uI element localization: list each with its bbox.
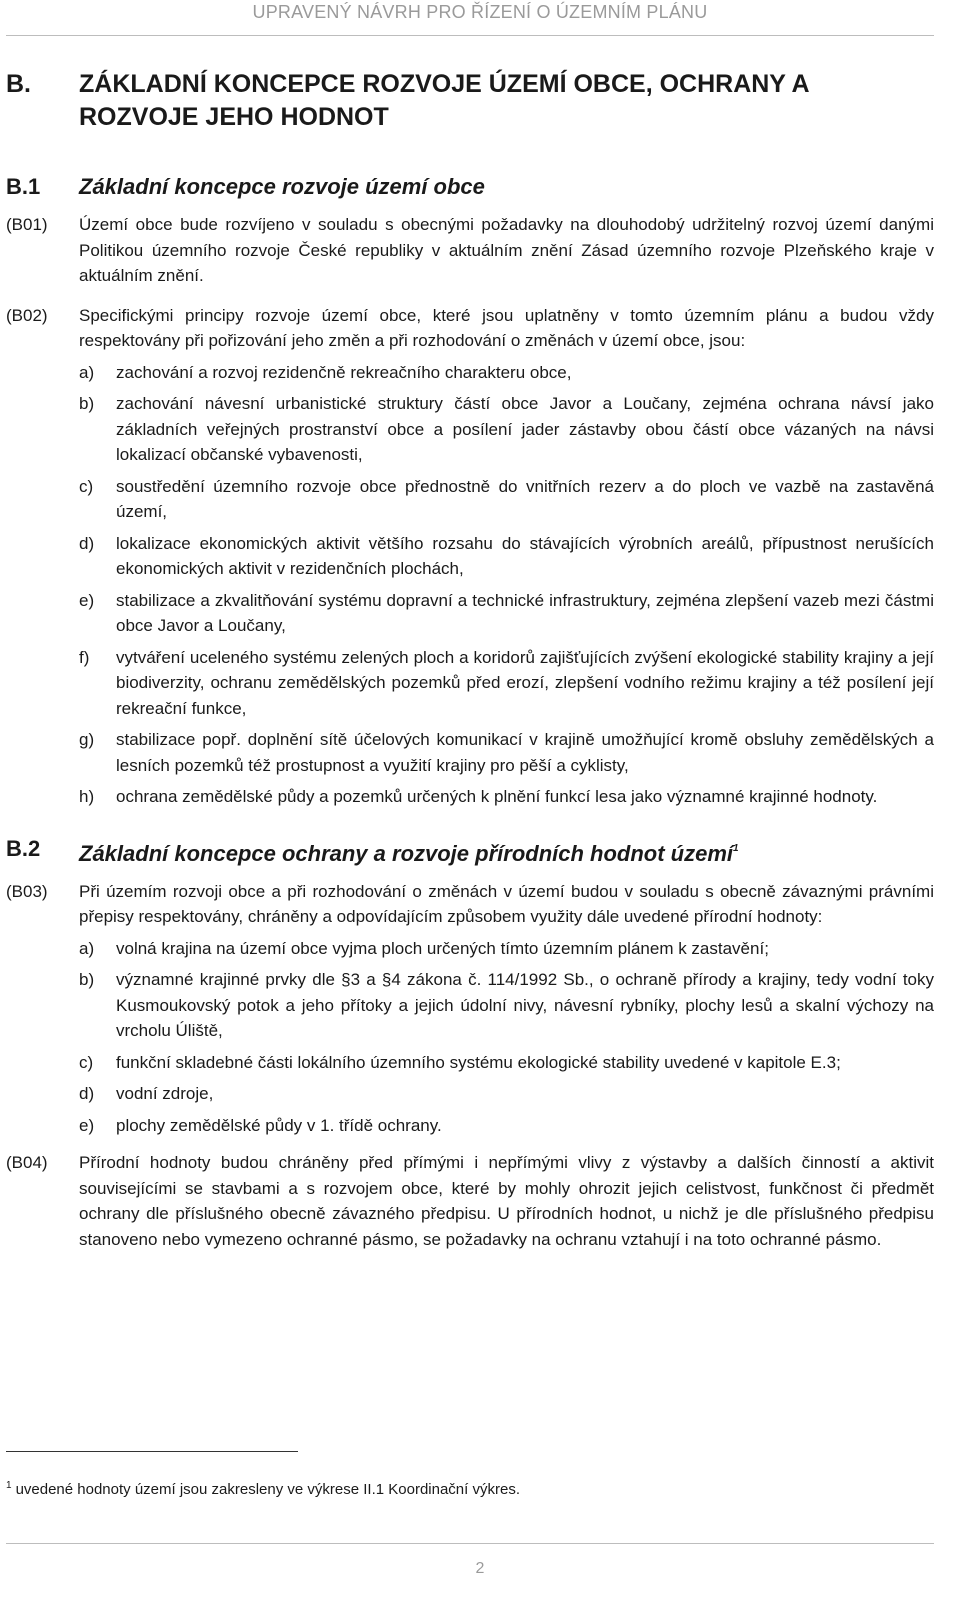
subsection-title-text: Základní koncepce ochrany a rozvoje přírodních hodnot území [79, 840, 734, 866]
paragraph-text: Území obce bude rozvíjeno v souladu s obecnými požadavky na dlouhodobý udržitelný rozvoj území danými Politikou územního rozvoje České republiky v aktuálním znění Zásad územního rozvoje Plzeňského kraje v aktuálním znění. [79, 215, 934, 285]
section-title: ZÁKLADNÍ KONCEPCE ROZVOJE ÚZEMÍ OBCE, OCHRANY A ROZVOJE JEHO HODNOT [79, 70, 809, 131]
list-text: zachování návesní urbanistické struktury částí obce Javor a Loučany, zejména ochrana návsí jako základních veřejných prostranství obce a posílení jader zástavby obou částí obce vázaných na návsi lokalizací občanské vybavenosti, [116, 394, 934, 464]
list-marker: d) [79, 533, 95, 553]
subsection-heading-b2 [6, 834, 934, 869]
list-text: ochrana zemědělské půdy a pozemků určených k plnění funkcí lesa jako významné krajinné hodnoty. [116, 787, 878, 806]
footnote [6, 1476, 520, 1500]
list-text: významné krajinné prvky dle §3 a §4 zákona č. 114/1992 Sb., o ochraně přírody a krajiny, tedy vodní toky Kusmoukovský potok a jeho přítoky a jejich údolní nivy, návesní rybníky, plochy lesů a skalní výchozy na vrcholu Úliště, [116, 970, 934, 1040]
list-item [79, 360, 934, 386]
footnote-divider [6, 1451, 298, 1452]
list-marker: d) [79, 1084, 95, 1103]
list-marker: h) [79, 787, 95, 806]
list-item [79, 588, 934, 639]
list-item [79, 474, 934, 525]
list-item [79, 1050, 934, 1076]
list-text: soustředění územního rozvoje obce přednostně do vnitřních rezerv a do ploch ve vazbě na zastavěná území, [116, 476, 934, 521]
principles-list [79, 360, 934, 810]
list-text: lokalizace ekonomických aktivit většího rozsahu do stávajících výrobních areálů, přípustnost nerušících ekonomických aktivit v rezidenčních plochách, [116, 533, 934, 578]
natural-values-list [79, 936, 934, 1139]
subsection-number: B.2 [6, 835, 41, 861]
list-item [79, 645, 934, 722]
list-item [79, 784, 934, 810]
list-text: funkční skladebné části lokálního územního systému ekologické stability uvedené v kapitole E.3; [116, 1052, 841, 1072]
section-heading [6, 68, 934, 134]
paragraph-b01 [6, 212, 934, 289]
paragraph-content [79, 879, 934, 1139]
list-marker: e) [79, 590, 95, 610]
paragraph-text: Při územím rozvoji obce a při rozhodování o změnách v území budou v souladu s obecně závaznými právními přepisy respektovány, chráněny a odpovídajícím způsobem využity dále uvedené přírodní hodnoty: [79, 881, 934, 926]
list-item [79, 727, 934, 778]
list-text: stabilizace popř. doplnění sítě účelových komunikací v krajině umožňující kromě obsluhy zemědělských a lesních pozemků též prostupnost a využití krajiny pro pěší a cyklisty, [116, 730, 934, 775]
paragraph-content [79, 303, 934, 810]
section-number: B. [6, 70, 31, 98]
list-marker: g) [79, 730, 95, 749]
subsection-number: B.1 [6, 174, 41, 199]
subsection-title [79, 834, 934, 869]
list-marker: a) [79, 938, 95, 958]
paragraph-b02 [6, 303, 934, 810]
list-marker: f) [79, 647, 90, 667]
list-marker: b) [79, 970, 95, 989]
footnote-reference[interactable]: 1 [733, 842, 739, 854]
list-item [79, 391, 934, 468]
list-item [79, 1113, 934, 1139]
list-item [79, 936, 934, 962]
footnote-text: uvedené hodnoty území jsou zakresleny ve výkrese II.1 Koordinační výkres. [15, 1481, 520, 1498]
page-number: 2 [475, 1560, 485, 1577]
footer-divider [6, 1543, 934, 1544]
list-item [79, 531, 934, 582]
list-marker: e) [79, 1115, 95, 1135]
list-text: volná krajina na území obce vyjma ploch určených tímto územním plánem k zastavění; [116, 938, 769, 958]
paragraph-code: (B03) [6, 881, 48, 901]
header-divider [6, 35, 934, 36]
list-marker: a) [79, 362, 95, 382]
list-marker: c) [79, 476, 94, 496]
paragraph-b04 [6, 1150, 934, 1252]
list-text: plochy zemědělské půdy v 1. třídě ochrany. [116, 1115, 442, 1135]
list-text: stabilizace a zkvalitňování systému dopravní a technické infrastruktury, zejména zlepšení vazeb mezi částmi obce Javor a Loučany, [116, 590, 934, 635]
paragraph-text: Specifickými principy rozvoje území obce, které jsou uplatněny v tomto územním plánu a budou vždy respektovány při pořizování jeho změn a při rozhodování o změnách v území obce, jsou: [79, 305, 934, 350]
list-text: zachování a rozvoj rezidenčně rekreačního charakteru obce, [116, 362, 572, 382]
running-header: UPRAVENÝ NÁVRH PRO ŘÍZENÍ O ÚZEMNÍM PLÁNU [252, 2, 708, 22]
list-marker: b) [79, 394, 95, 413]
subsection-title: Základní koncepce rozvoje území obce [79, 174, 485, 199]
document-body [6, 68, 934, 1252]
list-item [79, 967, 934, 1044]
subsection-heading-b1 [6, 172, 934, 202]
list-text: vytváření uceleného systému zelených ploch a koridorů zajišťujících zvýšení ekologické stability krajiny a její biodiverzity, ochranu zemědělských pozemků před erozí, zlepšení vodního režimu krajiny a též posílení její rekreační funkce, [116, 647, 934, 718]
list-item [79, 1081, 934, 1107]
footnote-marker: 1 [6, 1480, 12, 1491]
paragraph-code: (B04) [6, 1153, 48, 1172]
list-marker: c) [79, 1052, 94, 1072]
list-text: vodní zdroje, [116, 1084, 214, 1103]
paragraph-text: Přírodní hodnoty budou chráněny před přímými i nepřímými vlivy z výstavby a dalších činností a aktivit souvisejícími se stavbami a s rozvojem obce, které by mohly ohrozit jejich celistvost, funkčnost či předmět ochrany dle příslušného obecně závazného předpisu. U přírodních hodnot, u nichž je dle příslušného předpisu stanoveno nebo vymezeno ochranné pásmo, se požadavky na ochranu vztahují i na toto ochranné pásmo. [79, 1153, 934, 1249]
paragraph-code: (B01) [6, 215, 48, 234]
paragraph-code: (B02) [6, 305, 48, 325]
paragraph-b03 [6, 879, 934, 1139]
